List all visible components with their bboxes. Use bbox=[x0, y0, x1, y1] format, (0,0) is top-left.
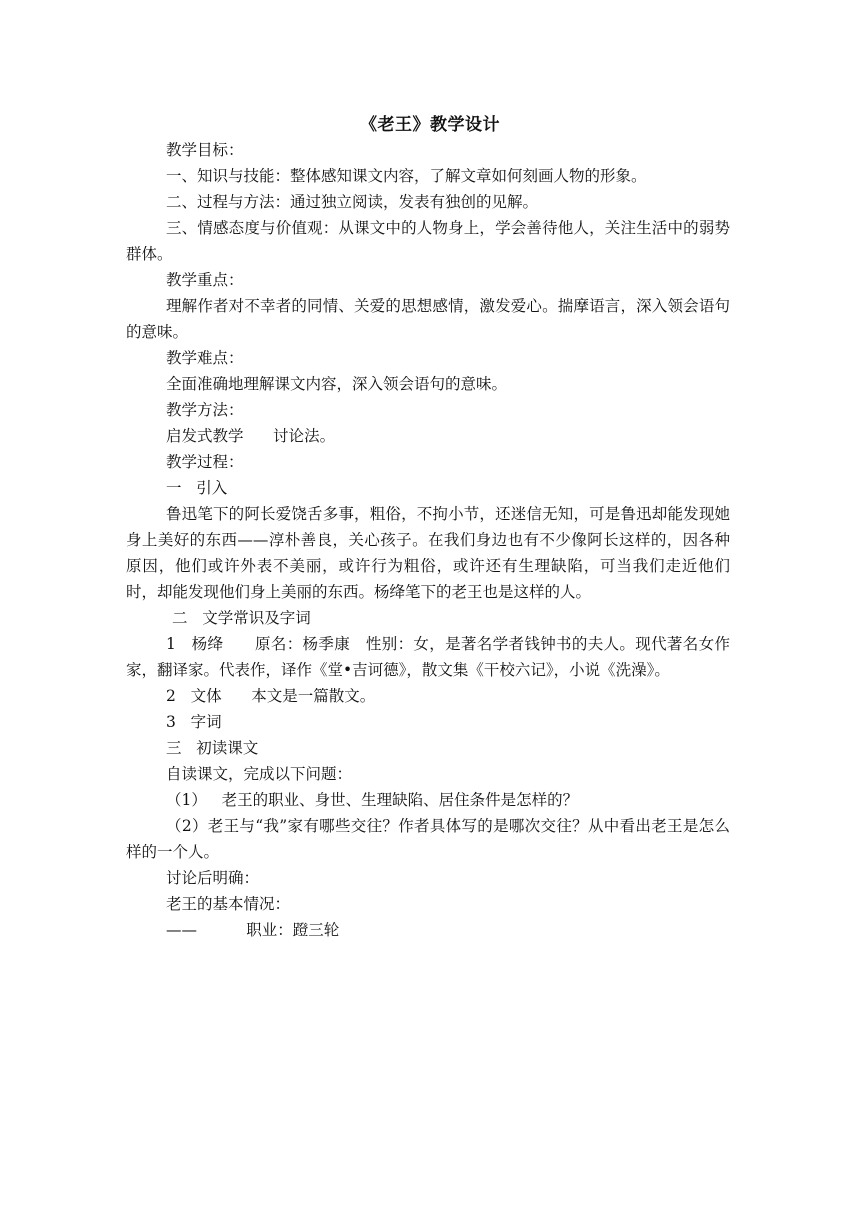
document-body bbox=[126, 137, 730, 943]
section-literary-knowledge: 二 文学常识及字词 bbox=[172, 609, 311, 627]
genre-text: 2 文体 本文是一篇散文。 bbox=[166, 687, 376, 705]
section-first-reading: 三 初读课文 bbox=[166, 739, 259, 757]
goal-knowledge-skills: 一、知识与技能：整体感知课文内容，了解文章如何刻画人物的形象。 bbox=[166, 167, 647, 185]
self-reading-instruction: 自读课文，完成以下问题： bbox=[166, 765, 353, 783]
occupation-line: —— 职业：蹬三轮 bbox=[166, 921, 340, 939]
heading-process: 教学过程： bbox=[166, 453, 244, 471]
goal-emotion-values: 三、情感态度与价值观：从课文中的人物身上，学会善待他人，关注生活中的弱势群体。 bbox=[126, 219, 730, 263]
section-introduction: 一 引入 bbox=[166, 479, 228, 497]
document-title: 《老王》教学设计 bbox=[360, 115, 500, 135]
question-1: （1） 老王的职业、身世、生理缺陷、居住条件是怎样的？ bbox=[166, 791, 579, 809]
methods-text: 启发式教学 讨论法。 bbox=[166, 427, 336, 445]
discussion-clarify: 讨论后明确： bbox=[166, 869, 260, 887]
introduction-text: 鲁迅笔下的阿长爱饶舌多事，粗俗，不拘小节，还迷信无知，可是鲁迅却能发现她身上美好的东西——淳朴善良，关心孩子。在我们身边也有不少像阿长这样的，因各种原因，他们或许外表不美丽，或许行为粗俗，或许还有生理缺陷，可当我们走近他们时，却能发现他们身上美丽的东西。杨绛笔下的老王也是这样的人。 bbox=[126, 505, 730, 601]
heading-difficulties: 教学难点： bbox=[166, 349, 244, 367]
heading-key-points: 教学重点： bbox=[166, 271, 244, 289]
key-points-text: 理解作者对不幸者的同情、关爱的思想感情，激发爱心。揣摩语言，深入领会语句的意味。 bbox=[126, 297, 730, 341]
heading-teaching-goals: 教学目标： bbox=[166, 141, 244, 159]
heading-methods: 教学方法： bbox=[166, 401, 244, 419]
vocabulary-item: 3 字词 bbox=[166, 713, 222, 731]
author-yang-jiang: 1 杨绛 原名：杨季康 性别：女，是著名学者钱钟书的夫人。现代著名女作家，翻译家。代表作，译作《堂•吉诃德》，散文集《干校六记》，小说《洗澡》。 bbox=[126, 635, 730, 679]
difficulties-text: 全面准确地理解课文内容，深入领会语句的意味。 bbox=[166, 375, 508, 393]
question-2: （2）老王与“我”家有哪些交往？作者具体写的是哪次交往？从中看出老王是怎么样的一个人。 bbox=[126, 817, 730, 861]
basic-info-heading: 老王的基本情况： bbox=[166, 895, 291, 913]
goal-process-methods: 二、过程与方法：通过独立阅读，发表有独创的见解。 bbox=[166, 193, 539, 211]
